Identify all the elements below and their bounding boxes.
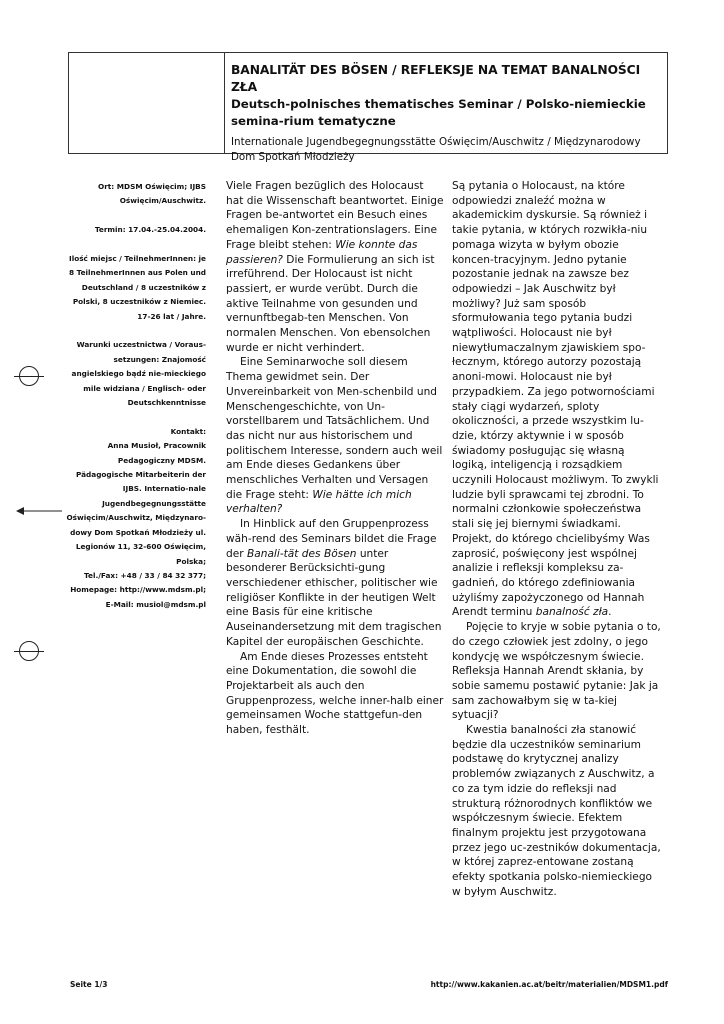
header-organizer: Internationale Jugendbegegnungsstätte Oświęcim/Auschwitz / Międzynarodowy Dom Spotkań Młodzieży (231, 136, 641, 163)
polish-paragraph-1: Są pytania o Holocaust, na które odpowiedzi znaleźć można w akademickim dyskursie. Są również i takie pytania, w których rozwikła-niu pomaga wizyta w byłym obozie koncen-tracyjnym. Jedno pytanie pozostanie jednak na zawsze bez odpowiedzi – Jak Auschwitz był możliwy? Już sam sposób sformułowania tego pytania budzi wątpliwości. Holocaust nie był niewytłumaczalnym zjawiskiem spo-łecznym, którego autorzy pozostają anoni-mowi. Holocaust nie był przypadkiem. Za jego potwornościami stały ciągi wydarzeń, sploty okoliczności, a przede wszystkim lu-dzie, którzy aktywnie i w sposób świadomy posługując się własną logiką, inteligencją i rozsądkiem uczynili Holocaust możliwym. To zwykli ludzie byli sprawcami tej zbrodni. To normalni członkowie społeczeństwa stali się jej biernymi świadkami. Projekt, do którego chcielibyśmy Was zaprosić, poświęcony jest wspólnej analizie i refleksji kompleksu za-gadnień, do którego zdefiniowania użyliśmy zapożyczonego od Hannah Arendt terminu banalność zła. (452, 180, 659, 619)
sidebar-info (64, 180, 206, 612)
registration-mark-icon (19, 641, 39, 661)
column-german (226, 179, 444, 738)
header (231, 62, 656, 165)
header-divider (224, 52, 225, 154)
sidebar-phone: Tel./Fax: +48 / 33 / 84 32 377; (84, 570, 206, 580)
sidebar-contact: Anna Musioł, Pracownik Pedagogiczny MDSM. Pädagogische Mitarbeiterin der IJBS. Internatio-nale Jugendbegegnungsstätte Oświęcim/Auschwitz, Międzynaro-dowy Dom Spotkań Młodzieży ul. Legionów 11, 32-600 Oświęcim, Polska; (66, 441, 206, 566)
polish-paragraph-3: Kwestia banalności zła stanowić będzie dla uczestników seminarium podstawę do krytycznej analizy problemów związanych z Auschwitz, a co za tym idzie do refleksji nad strukturą różnorodnych konfliktów we współczesnym świecie. Efektem finalnym projektu jest przygotowana przez jego uc-zestników dokumentacja, w której zaprez-entowane zostaną efekty spotkania polsko-niemieckiego w byłym Auschwitz. (452, 724, 661, 898)
header-title-sub: Deutsch-polnisches thematisches Seminar / Polsko-niemieckie semina-rium tematyczne (231, 97, 646, 128)
sidebar-location: Ort: MDSM Oświęcim; IJBS Oświęcim/Auschwitz. (98, 182, 206, 206)
german-paragraph-3: In Hinblick auf den Gruppenprozess wäh-rend des Seminars bildet die Frage der Banali-tät des Bösen unter besonderer Berücksichti-gung verschiedener ethischer, politischer wie religiöser Konflikte in der heutigen Welt eine Basis für eine kritische Auseinandersetzung mit dem tragischen Kapitel der europäischen Geschichte. (226, 518, 442, 648)
german-paragraph-2: Eine Seminarwoche soll diesem Thema gewidmet sein. Der Unvereinbarkeit von Men-schenbild und Menschengeschichte, von Un-vorstellbarem und Tatsächlichem. Und das nicht nur aus historischem und politischem Interesse, sondern auch weil am Ende dieses Gedankens über menschliches Verhalten und Versagen die Frage steht: Wie hätte ich mich verhalten? (226, 356, 443, 516)
german-paragraph-4: Am Ende dieses Prozesses entsteht eine Dokumentation, die sowohl die Projektarbeit als auch den Gruppenprozess, welche inner-halb einer gemeinsamen Woche stattgefun-den haben, festhält. (226, 650, 444, 737)
sidebar-email[interactable]: E-Mail: musiol@mdsm.pl (105, 599, 206, 609)
sidebar-requirements: Warunki uczestnictwa / Voraus-setzungen: Znajomość angielskiego bądź nie-mieckiego mile widziana / Englisch- oder Deutschkenntnisse (71, 340, 206, 408)
column-polish (452, 179, 662, 899)
sidebar-homepage[interactable]: Homepage: http://www.mdsm.pl; (70, 585, 206, 595)
sidebar-participants: Ilość miejsc / TeilnehmerInnen: je 8 TeilnehmerInnen aus Polen und Deutschland / 8 uczestników z Polski, 8 uczestników z Niemiec. 17-26 lat / Jahre. (68, 254, 206, 321)
sidebar-date: Termin: 17.04.-25.04.2004. (94, 225, 206, 235)
registration-mark-icon (19, 366, 39, 386)
header-title-main: BANALITÄT DES BÖSEN / REFLEKSJE NA TEMAT BANALNOŚCI ZŁA (231, 63, 641, 94)
german-paragraph-1: Viele Fragen bezüglich des Holocaust hat die Wissenschaft beantwortet. Einige Fragen be-antwortet ein Besuch eines ehemaligen Kon-zentrationslagers. Eine Frage bleibt stehen: Wie konnte das passieren? Die Formulierung an sich ist irreführend. Der Holocaust ist nicht passiert, er wurde verübt. Durch die aktive Teilnahme von gesunden und vernunftbegab-ten Menschen. Von normalen Menschen. Von ebensolchen wurde er nicht verhindert. (226, 180, 444, 354)
sidebar-contact-label: Kontakt: (170, 426, 206, 436)
arrow-left-icon (16, 505, 62, 517)
page-number: Seite 1/3 (70, 980, 108, 989)
polish-paragraph-2: Pojęcie to kryje w sobie pytania o to, do czego człowiek jest zdolny, o jego kondycję we współczesnym świecie. Refleksja Hannah Arendt skłania, by sobie samemu postawić pytanie: Jak ja sam zachowałbym się w ta-kiej sytuacji? (452, 621, 661, 722)
source-url[interactable]: http://www.kakanien.ac.at/beitr/materialien/MDSM1.pdf (430, 980, 668, 989)
